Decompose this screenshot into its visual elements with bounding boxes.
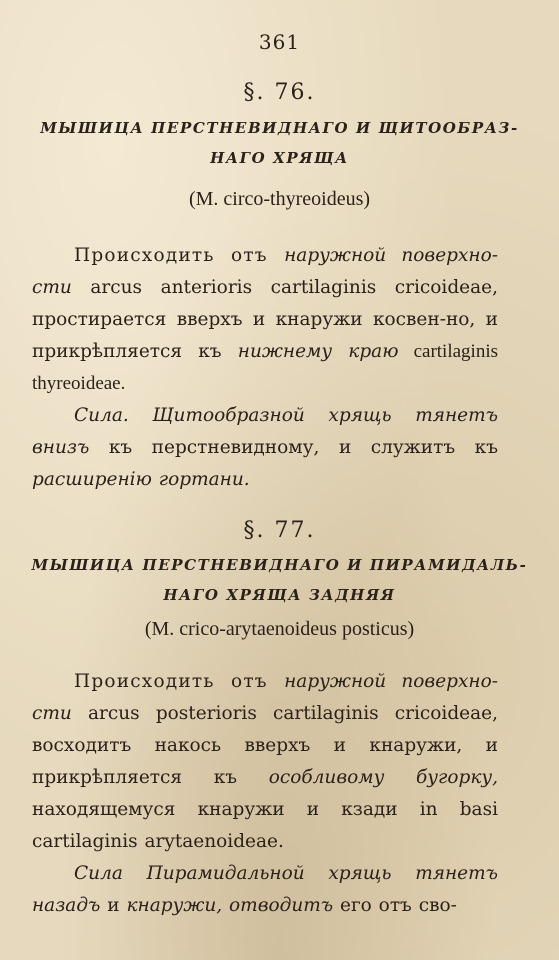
section-76-latin-name: (M. circo-thyreoideus) bbox=[188, 188, 371, 210]
section-77-heading-line1: МЫШИЦА ПЕРСТНЕВИДНАГО И ПИРАМИДАЛЬ- bbox=[31, 556, 528, 574]
section-76-body bbox=[32, 240, 498, 496]
section-77-heading-line2: НАГО ХРЯЩА ЗАДНЯЯ bbox=[163, 586, 396, 604]
section-77-number: §. 77. bbox=[243, 518, 316, 543]
section-77-body bbox=[32, 666, 498, 922]
section-76-heading bbox=[28, 113, 531, 173]
section-77-heading bbox=[28, 550, 531, 610]
section-76-heading-line2: НАГО ХРЯЩА bbox=[210, 149, 349, 167]
section-77-latin-name: (M. crico-arytaenoideus posticus) bbox=[144, 618, 415, 640]
section-76-paragraph-action: Сила. Щитообразной хрящь тянетъ внизъ къ перстневидному, и служитъ къ расширенію гортани. bbox=[32, 405, 498, 490]
section-77-paragraph-origin: Происходить отъ наружной поверхно- сти arcus posterioris cartilaginis cricoideae, восходитъ накось вверхъ и кнаружи, и прикрѣпляется къ особливому бугорку, находящемуся кнаружи и кзади in basi cartilaginis arytaenoideae. bbox=[32, 671, 498, 852]
section-77-paragraph-action: Сила Пирамидальной хрящь тянетъ назадъ и кнаружи, отводитъ его отъ сво- bbox=[32, 863, 498, 916]
page-number: 361 bbox=[258, 30, 301, 54]
section-76-heading-line1: МЫШИЦА ПЕРСТНЕВИДНАГО И ЩИТООБРАЗ- bbox=[40, 119, 519, 137]
section-76-number: §. 76. bbox=[243, 80, 316, 105]
section-76-paragraph-origin: Происходить отъ наружной поверхно- сти arcus anterioris cartilaginis cricoideae, простирается вверхъ и кнаружи косвен-но, и прикрѣпляется къ нижнему краю cartilaginis thyreoideae. bbox=[32, 245, 498, 394]
